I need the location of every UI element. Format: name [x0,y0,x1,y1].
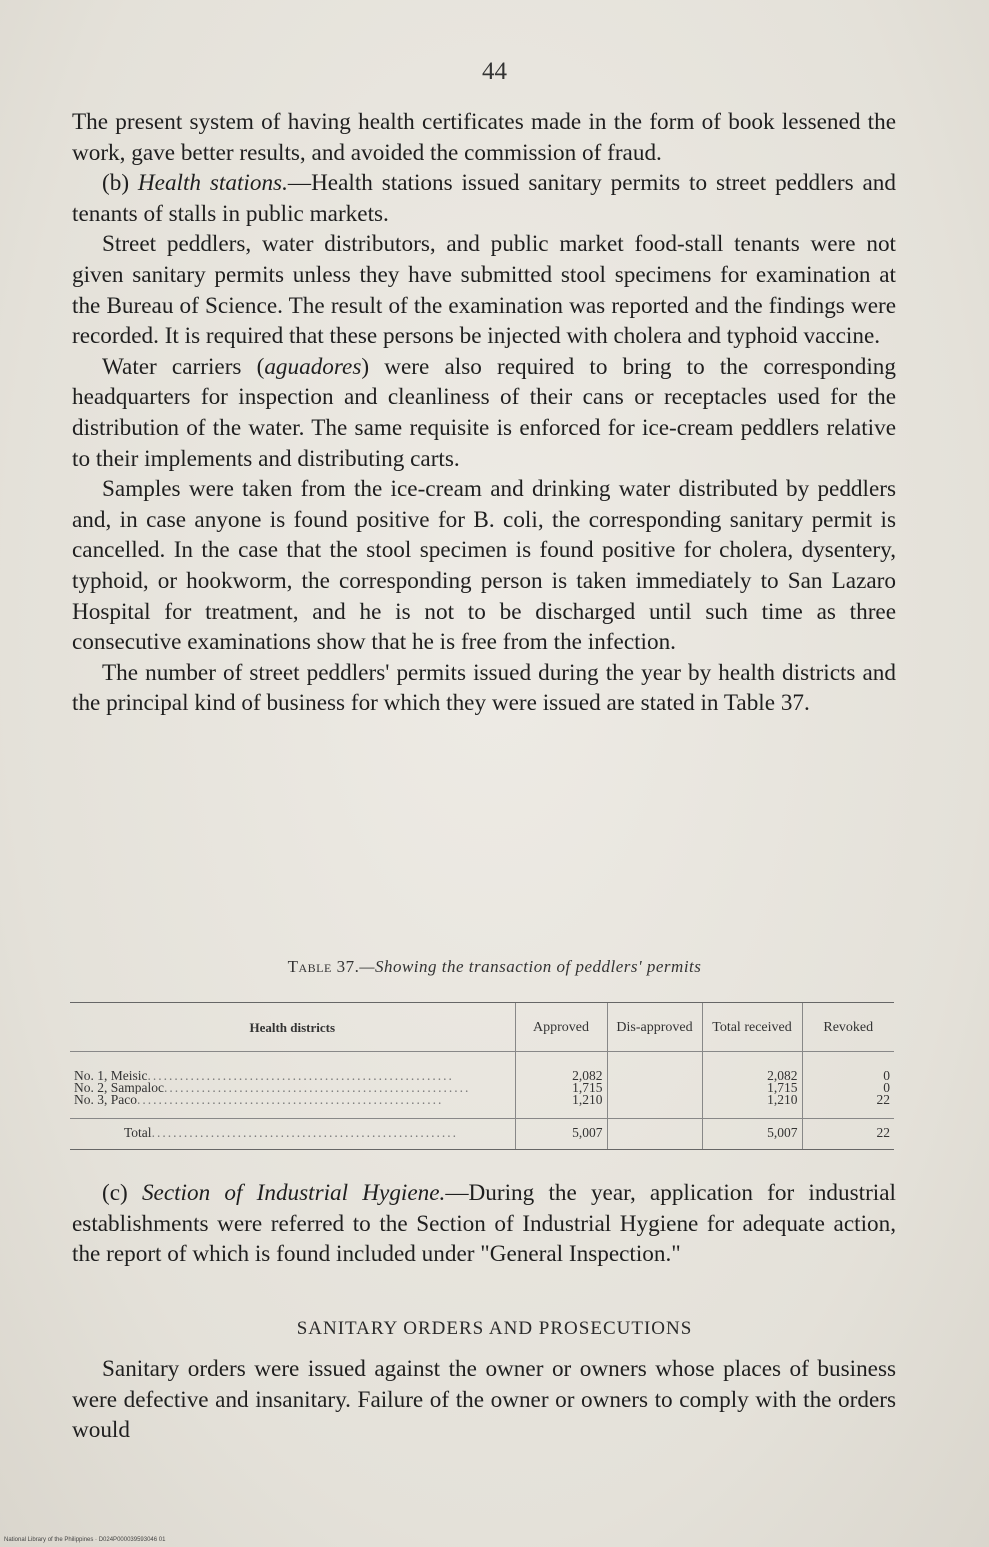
district-cell: No. 1, Meisic [74,1068,148,1082]
disapproved-cell [607,1052,702,1083]
district-cell: No. 2, Sampaloc [74,1082,164,1094]
dot-leader: ......................................................... [164,1082,471,1094]
dot-leader: ......................................................... [147,1068,454,1082]
body-text-block [72,107,896,719]
sanitary-orders-block [72,1354,896,1446]
total-label: Total [124,1125,152,1140]
subsection-heading: Health stations. [137,170,288,197]
item-prefix: (c) [102,1180,142,1206]
revoked-cell: 22 [802,1094,894,1119]
column-header: Revoked [802,1003,894,1052]
permits-table [70,1002,894,1150]
disapproved-cell [607,1094,702,1119]
section-heading: SANITARY ORDERS AND PROSECUTIONS [296,1318,693,1339]
paragraph-permits-count: The number of street peddlers' permits issued during the year by health districts and the principal kind of business for which they were issued are stated in Table 37. [72,659,896,717]
approved-cell: 2,082 [515,1052,607,1083]
paragraph-text: ) were also required to bring to the corresponding headquarters for inspection and cleanliness of their cans or receptacles used for the distribution of the water. The same requisite is enforced for ice-cream peddlers relative to their implements and distributing carts. [72,353,896,472]
dot-leader: ......................................................... [137,1094,444,1107]
disapproved-total-cell [607,1119,702,1150]
section-c-block [72,1178,896,1270]
table-total-row [70,1119,894,1150]
table-header-row [70,1003,894,1052]
column-header: Total received [702,1003,802,1052]
total-received-cell: 1,210 [702,1094,802,1119]
total-received-cell: 1,715 [702,1082,802,1094]
dot-leader: ......................................................... [151,1125,458,1140]
paragraph-street-peddlers: Street peddlers, water distributors, and public market food-stall tenants were not given sanitary permits unless they have submitted stool specimens for examination at the Bureau of Science. The result of the examination was reported and the findings were recorded. It is required that these persons be injected with cholera and typhoid vaccine. [72,231,896,350]
disapproved-cell [607,1082,702,1094]
italic-term: aguadores [264,353,362,380]
column-header: Approved [515,1003,607,1052]
paragraph-text: Water carriers ( [102,353,265,380]
paragraph-sanitary-orders: Sanitary orders were issued against the owner or owners whose places of business were defective and insanitary. Failure of the owner or owners to comply with the orders would [72,1356,896,1444]
approved-total-cell: 5,007 [515,1119,607,1150]
item-prefix: (b) [102,170,138,197]
scan-footer-note: National Library of the Philippines · D024P000039593046 01 [4,1537,166,1543]
table-row [70,1094,894,1119]
revoked-cell: 0 [802,1082,894,1094]
paragraph-samples: Samples were taken from the ice-cream and drinking water distributed by peddlers and, in case anyone is found positive for B. coli, the corresponding sanitary permit is cancelled. In the case that the stool specimen is found positive for cholera, dysentery, typhoid, or hookworm, the corresponding person is taken immediately to San Lazaro Hospital for treatment, and he is not to be discharged until such time as three consecutive examinations show that he is free from the infection. [72,476,896,656]
paragraph-health-stations [72,168,896,229]
total-received-cell: 2,082 [702,1052,802,1083]
approved-cell: 1,715 [515,1082,607,1094]
revoked-total-cell: 22 [802,1119,894,1150]
total-received-total-cell: 5,007 [702,1119,802,1150]
paragraph-text: —During the year, application for industrial establishments were referred to the Section of Industrial Hygiene for adequate action, the report of which is found included under "General Inspection." [72,1180,896,1268]
paragraph-text: —Health stations issued sanitary permits to street peddlers and tenants of stalls in public markets. [72,170,896,227]
table-label: Table 37. [287,957,360,976]
column-header: Health districts [70,1003,515,1052]
table-caption [0,957,989,977]
page-number: 44 [482,58,507,85]
revoked-cell: 0 [802,1052,894,1083]
paragraph-water-carriers [72,352,896,474]
approved-cell: 1,210 [515,1094,607,1119]
column-header: Dis-approved [607,1003,702,1052]
table-row [70,1052,894,1083]
paragraph-health-certificates: The present system of having health certificates made in the form of book lessened the work, gave better results, and avoided the commission of fraud. [72,109,896,166]
paragraph-industrial-hygiene [72,1178,896,1270]
subsection-heading: Section of Industrial Hygiene. [141,1180,446,1206]
district-cell: No. 3, Paco [74,1094,137,1107]
table-title: —Showing the transaction of peddlers' permits [359,957,702,976]
